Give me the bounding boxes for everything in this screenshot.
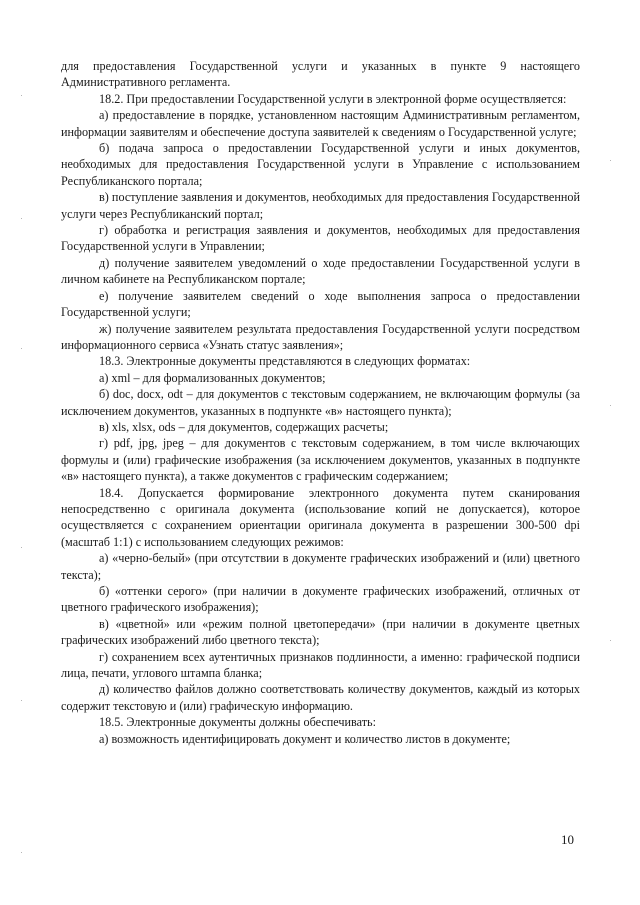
scan-speck [21,218,22,219]
scan-speck [21,348,22,349]
paragraph-18-2-a: а) предоставление в порядке, установленном настоящим Административным регламентом, информации заявителям и обеспечение доступа заявителей к сведениям о Государственной услуге; [61,108,580,139]
paragraph-18-5-heading: 18.5. Электронные документы должны обеспечивать: [99,715,376,730]
scan-speck [21,852,22,853]
paragraph-18-4-heading: 18.4. Допускается формирование электронного документа путем сканирования непосредственно с оригинала документа (использование копий не допускается), которое осуществляется с сохранением ориентации оригинала документа в разрешении 300-500 dpi (масштаб 1:1) с использованием следующих режимов: [61,485,580,549]
paragraph-18-2-heading: 18.2. При предоставлении Государственной услуги в электронной форме осуществляется: [99,91,567,106]
page-number: 10 [561,832,574,847]
scan-speck [610,640,611,641]
paragraph-18-5-a: а) возможность идентифицировать документ и количество листов в документе; [99,731,511,746]
paragraph-continuation: для предоставления Государственной услуги и указанных в пункте 9 настоящего Административного регламента. [61,59,580,90]
paragraph-18-2-g: г) обработка и регистрация заявления и документов, необходимых для предоставления Государственной услуги в Управлении; [61,223,580,254]
paragraph-18-3-v: в) xls, xlsx, ods – для документов, содержащих расчеты; [99,419,389,434]
paragraph-18-4-a: а) «черно-белый» (при отсутствии в документе графических изображений и (или) цветного текста); [61,551,580,582]
paragraph-18-2-v: в) поступление заявления и документов, необходимых для предоставления Государственной услуги через Республиканский портал; [61,190,580,221]
paragraph-18-3-b: б) doc, docx, odt – для документов с текстовым содержанием, не включающим формулы (за исключением документов, указанных в подпункте «в» настоящего пункта); [61,387,580,418]
scan-speck [21,547,22,548]
document-body [61,58,580,747]
paragraph-18-2-d: д) получение заявителем уведомлений о ходе предоставлении Государственной услуги в личном кабинете на Республиканском портале; [61,255,580,287]
paragraph-18-4-b: б) «оттенки серого» (при наличии в документе графических изображений, отличных от цветного графического изображения); [61,584,580,615]
scan-speck [610,405,611,406]
paragraph-18-3-heading: 18.3. Электронные документы представляются в следующих форматах: [99,354,471,369]
paragraph-18-2-b: б) подача запроса о предоставлении Государственной услуги и иных документов, необходимых для предоставления Государственной услуги в Управление с использованием Республиканского портала; [61,141,580,188]
scan-speck [21,95,22,96]
paragraph-18-3-g: г) pdf, jpg, jpeg – для документов с текстовым содержанием, в том числе включающих формулы и (или) графические изображения (за исключением документов, указанных в подпункте «в» настоящего пункта), а также документов с графическим содержанием; [61,436,580,484]
paragraph-18-4-v: в) «цветной» или «режим полной цветопередачи» (при наличии в документе цветных графических изображений либо цветного текста); [61,616,580,648]
paragraph-18-2-e: е) получение заявителем сведений о ходе выполнения запроса о предоставлении Государственной услуги; [61,288,580,320]
paragraph-18-4-g: г) сохранением всех аутентичных признаков подлинности, а именно: графической подписи лица, печати, углового штампа бланка; [61,649,580,681]
paragraph-18-2-zh: ж) получение заявителем результата предоставления Государственной услуги посредством информационного сервиса «Узнать статус заявления»; [61,321,580,352]
paragraph-18-3-a: а) xml – для формализованных документов; [99,370,326,385]
paragraph-18-4-d: д) количество файлов должно соответствовать количеству документов, каждый из которых содержит текстовую и (или) графическую информацию. [61,682,580,713]
scan-speck [610,160,611,161]
scan-speck [21,700,22,701]
